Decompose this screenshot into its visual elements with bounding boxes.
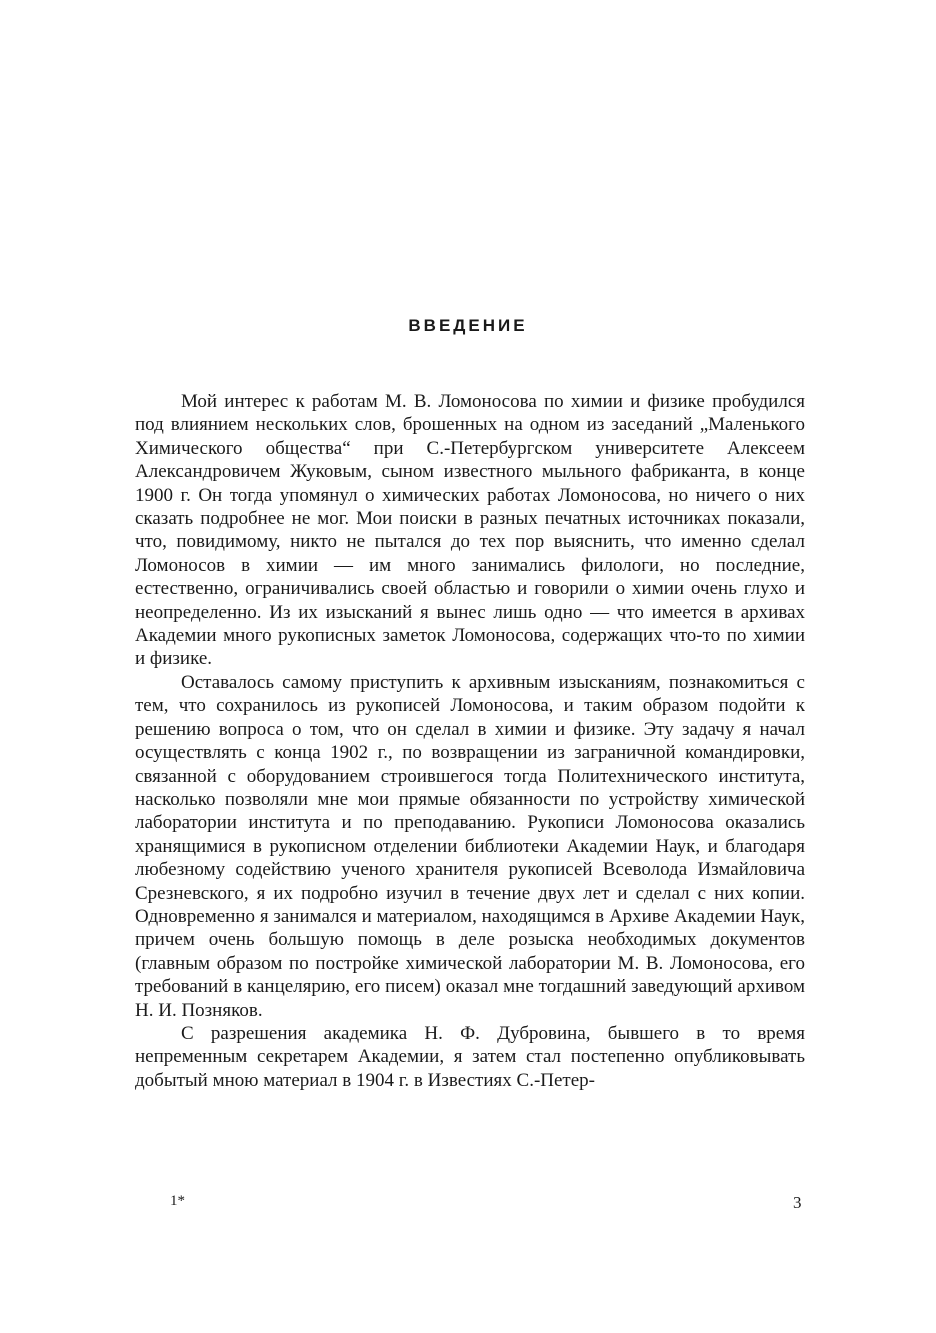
paragraph-1: Мой интерес к работам М. В. Ломоносова по химии и физике пробудился под влиянием нескольких слов, брошенных на одном из заседаний „Маленького Химического общества“ при С.-Петербургском университете Алексеем Александровичем Жуковым, сыном известного мыльного фабриканта, в конце 1900 г. Он тогда упомянул о химических работах Ломоносова, но ничего о них сказать подробнее не мог. Мои поиски в разных печатных источниках показали, что, повидимому, никто не пытался до тех пор выяснить, что именно сделал Ломоносов в химии — им много занимались филологи, но последние, естественно, ограничивались своей областью и говорили о химии очень глухо и неопределенно. Из их изысканий я вынес лишь одно — что имеется в архивах Академии много рукописных заметок Ломоносова, содержащих что-то по химии и физике. [135, 391, 805, 670]
signature-mark: 1* [170, 1193, 185, 1209]
paragraph-3: С разрешения академика Н. Ф. Дубровина, бывшего в то время непременным секретарем Академии, я затем стал постепенно опубликовывать добытый мною материал в 1904 г. в Известиях С.-Петер- [135, 1022, 805, 1091]
page-title: ВВЕДЕНИЕ [408, 316, 528, 335]
page-number: 3 [793, 1193, 802, 1212]
body-text [135, 390, 805, 1092]
paragraph-2: Оставалось самому приступить к архивным изысканиям, познакомиться с тем, что сохранилось из рукописей Ломоносова, и таким образом подойти к решению вопроса о том, что он сделал в химии и физике. Эту задачу я начал осуществлять с конца 1902 г., по возвращении из заграничной командировки, связанной с оборудованием строившегося тогда Политехнического института, насколько позволяли мне мои прямые обязанности по устройству химической лаборатории института и по преподаванию. Рукописи Ломоносова оказались хранящимися в рукописном отделении библиотеки Академии Наук, и благодаря любезному содействию ученого хранителя рукописей Всеволода Измайловича Срезневского, я их подробно изучил в течение двух лет и сделал с них копии. Одновременно я занимался и материалом, находящимся в Архиве Академии Наук, причем очень большую помощь в деле розыска необходимых документов (главным образом по постройке химической лаборатории М. В. Ломоносова, его требований в канцелярию, его писем) оказал мне тогдашний заведующий архивом Н. И. Позняков. [135, 671, 805, 1021]
